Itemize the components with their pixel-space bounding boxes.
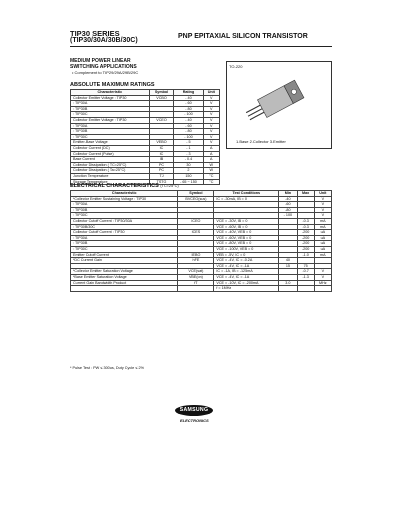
table-cell: IC = -30mA, IB = 0 [214, 196, 279, 202]
table-cell: VCE = -30V, IB = 0 [214, 218, 279, 224]
table-cell [71, 286, 178, 292]
elec-header-conditions: Test Conditions [214, 191, 279, 197]
table-cell: : TIP30A [71, 123, 150, 129]
table-cell: VCE = -4V, IC = -0.2A [214, 258, 279, 264]
table-cell: - 3 [174, 151, 203, 157]
table-cell: VCE = -80V, VEB = 0 [214, 241, 279, 247]
table-cell: mA [314, 218, 331, 224]
table-cell: VCEO [149, 117, 174, 123]
samsung-logo: SAMSUNG [175, 405, 213, 416]
abs-max-title: ABSOLUTE MAXIMUM RATINGS [70, 82, 155, 88]
table-cell: Collector Cutoff Current : TIP30/30A [71, 218, 178, 224]
table-cell: V [203, 112, 219, 118]
package-box [226, 61, 332, 149]
table-cell: VCE = -4V, IC = -1A [214, 274, 279, 280]
table-row [71, 286, 332, 292]
table-cell: VBE(on) [178, 274, 214, 280]
table-cell: - 80 [174, 106, 203, 112]
table-cell: V [203, 95, 219, 101]
table-cell: uA [314, 230, 331, 236]
table-cell: -200 [297, 235, 314, 241]
table-cell: V [203, 140, 219, 146]
table-cell: 30 [174, 162, 203, 168]
table-cell: *Base Emitter Saturation Voltage [71, 274, 178, 280]
electrical-table [70, 190, 332, 292]
pulse-test-footnote: * Pulse Test : PW ≤ 300us, Duty Cycle ≤ 2% [70, 366, 144, 370]
table-cell: - 100 [174, 112, 203, 118]
table-cell: IC [149, 151, 174, 157]
table-cell: PC [149, 168, 174, 174]
table-cell: V [203, 101, 219, 107]
samsung-electronics-label: ELECTRONICS [180, 418, 209, 423]
table-cell: : TIP30B [71, 106, 150, 112]
table-cell: - 0.4 [174, 157, 203, 163]
table-cell: -40 [279, 196, 297, 202]
table-cell: IC = -1A, IB = -125mA [214, 269, 279, 275]
table-cell: Storage Temperature [71, 179, 150, 185]
table-cell: Collector Emitter Voltage : TIP30 [71, 117, 150, 123]
abs-header-symbol: Symbol [149, 90, 174, 96]
table-cell: BVCEO(sus) [178, 196, 214, 202]
table-cell: V [203, 123, 219, 129]
table-cell: - 65 ~ 150 [174, 179, 203, 185]
table-cell: *Collector Emitter Saturation Voltage [71, 269, 178, 275]
table-cell: TSTG [149, 179, 174, 185]
table-cell: -80 [279, 207, 297, 213]
table-cell: TJ [149, 173, 174, 179]
table-cell: VEBO [149, 140, 174, 146]
elec-title [70, 183, 179, 189]
table-cell: IB [149, 157, 174, 163]
table-cell: - 1 [174, 145, 203, 151]
table-cell: - 5 [174, 140, 203, 146]
table-cell: °C [203, 173, 219, 179]
application-line2: SWITCHING APPLICATIONS [70, 64, 137, 70]
table-cell: -0.3 [297, 224, 314, 230]
table-cell: V [314, 269, 331, 275]
table-cell: V [203, 106, 219, 112]
table-cell: : TIP30B [71, 241, 178, 247]
table-cell: 3.0 [279, 280, 297, 286]
header-rule [70, 46, 332, 47]
table-cell: VCE = -4V, IC = -1A [214, 263, 279, 269]
table-cell: mA [314, 252, 331, 258]
table-cell: - 40 [174, 117, 203, 123]
table-cell: W [203, 162, 219, 168]
table-cell: : TIP30A [71, 235, 178, 241]
package-name: TO-220 [229, 64, 243, 69]
table-cell: -0.7 [297, 269, 314, 275]
table-cell: V [203, 129, 219, 135]
table-cell: f = 1MHz [214, 286, 279, 292]
table-cell: A [203, 151, 219, 157]
table-cell: Base Current [71, 157, 150, 163]
table-cell: -0.3 [297, 218, 314, 224]
table-cell: - 60 [174, 101, 203, 107]
table-cell: : TIP30C [71, 112, 150, 118]
table-cell: : TIP30B/30C [71, 224, 178, 230]
table-cell: Emitter Cutoff Current [71, 252, 178, 258]
table-cell: : TIP30C [71, 213, 178, 219]
table-cell: PC [149, 162, 174, 168]
table-cell: Collector Emitter Voltage : TIP30 [71, 95, 150, 101]
transistor-package-icon [227, 62, 331, 148]
table-cell: -1.0 [297, 252, 314, 258]
table-cell: Current Gain Bandwidth Product [71, 280, 178, 286]
table-cell: uA [314, 241, 331, 247]
table-cell: 150 [174, 173, 203, 179]
table-cell: 15 [279, 263, 297, 269]
table-cell: VCE = -10V, IC = -200mA [214, 280, 279, 286]
table-cell: - 60 [174, 123, 203, 129]
abs-header-characteristic: Characteristic [71, 90, 150, 96]
table-cell: VCE = -40V, VEB = 0 [214, 230, 279, 236]
table-cell: hFE [178, 258, 214, 264]
table-cell: - 80 [174, 129, 203, 135]
table-cell: V [314, 274, 331, 280]
table-cell: : TIP30A [71, 101, 150, 107]
table-cell: *DC Current Gain [71, 258, 178, 264]
table-cell: : TIP30C [71, 134, 150, 140]
table-cell: V [203, 134, 219, 140]
table-cell: : TIP30C [71, 246, 178, 252]
table-cell: Collector Dissipation ( TC=25°C) [71, 162, 150, 168]
table-cell: Collector Current (Pulse) [71, 151, 150, 157]
table-cell [279, 286, 297, 292]
table-cell: VCE = -60V, VEB = 0 [214, 235, 279, 241]
table-cell: V [203, 117, 219, 123]
table-cell: -200 [297, 241, 314, 247]
complement-note: • Complement to TIP29/29A/29B/29C [72, 70, 139, 75]
abs-header-unit: Unit [203, 90, 219, 96]
table-cell: VCE = -100V, VEB = 0 [214, 246, 279, 252]
table-cell: IEBO [178, 252, 214, 258]
elec-header-unit: Unit [314, 191, 331, 197]
table-cell: 2 [174, 168, 203, 174]
elec-header-min: Min [279, 191, 297, 197]
table-cell: - 40 [174, 95, 203, 101]
table-cell: Collector Cutoff Current : TIP30 [71, 230, 178, 236]
table-cell: : TIP30B [71, 129, 150, 135]
table-cell: Emitter-Base Voltage [71, 140, 150, 146]
models-title: (TIP30/30A/30B/30C) [70, 37, 138, 44]
table-cell: - 100 [279, 213, 297, 219]
device-type: PNP EPITAXIAL SILICON TRANSISTOR [178, 33, 308, 40]
table-cell: VCE(sat) [178, 269, 214, 275]
table-cell: mA [314, 224, 331, 230]
table-cell: : TIP30A [71, 202, 178, 208]
elec-title-text: ELECTRICAL CHARACTERISTICS [70, 183, 159, 189]
series-title: TIP30 SERIES [70, 29, 120, 38]
table-cell: MHz [314, 280, 331, 286]
table-cell: °C [203, 179, 219, 185]
table-cell: W [203, 168, 219, 174]
table-cell: V [314, 196, 331, 202]
table-cell: A [203, 157, 219, 163]
table-cell: V [314, 207, 331, 213]
table-cell: ICES [178, 230, 214, 236]
application-line1: MEDIUM POWER LINEAR [70, 58, 131, 64]
table-cell: 75 [297, 263, 314, 269]
table-cell: *Collector Emitter Sustaining Voltage : TIP30 [71, 196, 178, 202]
table-cell: : TIP30B [71, 207, 178, 213]
table-cell: -200 [297, 230, 314, 236]
table-cell: -60 [279, 202, 297, 208]
table-cell: V [314, 213, 331, 219]
elec-header-symbol: Symbol [178, 191, 214, 197]
table-cell: VCBO [149, 95, 174, 101]
table-cell: -200 [297, 246, 314, 252]
table-cell [314, 286, 331, 292]
table-cell: 40 [279, 258, 297, 264]
elec-title-note: (TC=25°C) [160, 184, 179, 188]
abs-header-rating: Rating [174, 90, 203, 96]
table-cell: uA [314, 246, 331, 252]
abs-max-table [70, 89, 220, 185]
table-cell: Junction Temperature [71, 173, 150, 179]
table-cell [297, 286, 314, 292]
elec-header-max: Max [297, 191, 314, 197]
table-cell: Collector Current (DC) [71, 145, 150, 151]
table-cell: Collector Dissipation ( Ta=25°C) [71, 168, 150, 174]
table-cell: fT [178, 280, 214, 286]
table-cell: - 100 [174, 134, 203, 140]
table-cell [178, 286, 214, 292]
table-cell: VCE = -60V, IB = 0 [214, 224, 279, 230]
table-cell: ICEO [178, 218, 214, 224]
pin-legend: 1.Base 2.Collector 3.Emitter [236, 139, 286, 144]
table-cell: V [314, 202, 331, 208]
table-cell: uA [314, 235, 331, 241]
table-cell: -1.3 [297, 274, 314, 280]
table-cell: IC [149, 145, 174, 151]
table-cell: A [203, 145, 219, 151]
elec-header-characteristic: Characteristic [71, 191, 178, 197]
table-cell: VEB = -5V, IC = 0 [214, 252, 279, 258]
